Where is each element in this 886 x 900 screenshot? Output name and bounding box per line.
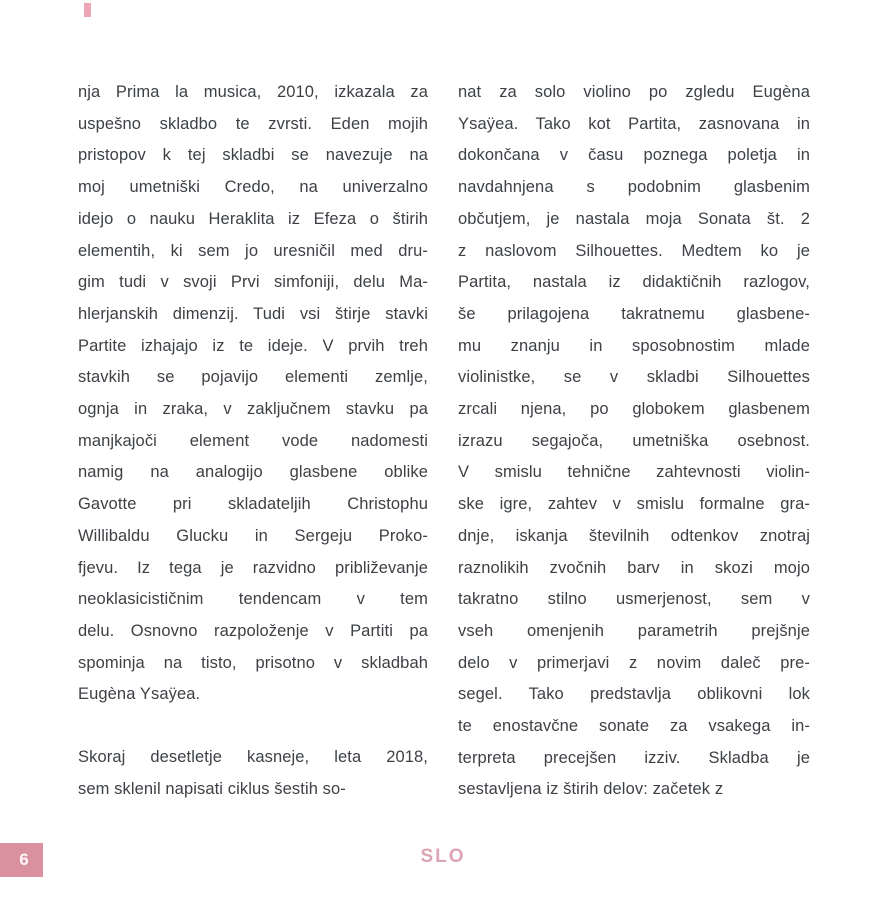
text-line: hlerjanskih dimenzij. Tudi vsi štirje stavki bbox=[78, 304, 428, 323]
text-line: zrcali njena, po globokem glasbenem bbox=[458, 400, 810, 419]
text-column-left bbox=[78, 77, 428, 805]
text-line: terpreta precejšen izziv. Skladba je bbox=[458, 748, 810, 767]
text-line: neoklasicističnim tendencam v tem bbox=[78, 590, 428, 609]
text-line: violinistke, se v skladbi Silhouettes bbox=[458, 368, 810, 387]
text-line: dnje, iskanja številnih odtenkov znotraj bbox=[458, 526, 810, 545]
text-line: navdahnjena s podobnim glasbenim bbox=[458, 178, 810, 197]
text-line: Ysaÿea. Tako kot Partita, zasnovana in bbox=[458, 114, 810, 133]
text-line: nat za solo violino po zgledu Eugèna bbox=[458, 83, 810, 101]
text-line: raznolikih zvočnih barv in skozi mojo bbox=[458, 558, 810, 577]
text-line: Partite izhajajo iz te ideje. V prvih treh bbox=[78, 336, 428, 355]
text-line: segel. Tako predstavlja oblikovni lok bbox=[458, 685, 810, 704]
text-line: stavkih se pojavijo elementi zemlje, bbox=[78, 368, 428, 387]
text-line: nja Prima la musica, 2010, izkazala za bbox=[78, 83, 428, 101]
paragraph bbox=[78, 77, 428, 711]
text-line: Gavotte pri skladateljih Christophu bbox=[78, 495, 428, 514]
text-line: idejo o nauku Heraklita iz Efeza o štirih bbox=[78, 209, 428, 228]
corner-mark bbox=[84, 3, 91, 17]
text-line: delo v primerjavi z novim daleč pre- bbox=[458, 653, 810, 672]
text-column-right bbox=[458, 77, 810, 806]
text-line: delu. Osnovno razpoloženje v Partiti pa bbox=[78, 621, 428, 640]
text-line: Eugèna Ysaÿea. bbox=[78, 685, 201, 704]
text-line: manjkajoči element vode nadomesti bbox=[78, 431, 428, 450]
text-line: sem sklenil napisati ciklus šestih so- bbox=[78, 779, 346, 798]
text-line: uspešno skladbo te zvrsti. Eden mojih bbox=[78, 114, 428, 133]
text-line: elementih, ki sem jo uresničil med dru- bbox=[78, 241, 428, 260]
text-line: dokončana v času poznega poletja in bbox=[458, 146, 810, 165]
text-line: gim tudi v svoji Prvi simfoniji, delu Ma- bbox=[78, 273, 428, 292]
text-line: sestavljena iz štirih delov: začetek z bbox=[458, 780, 724, 799]
paragraph bbox=[458, 77, 810, 806]
text-line: ske igre, zahtev v smislu formalne gra- bbox=[458, 495, 810, 514]
text-line: Willibaldu Glucku in Sergeju Proko- bbox=[78, 526, 428, 545]
text-line: spominja na tisto, prisotno v skladbah bbox=[78, 653, 428, 672]
text-line: pristopov k tej skladbi se navezuje na bbox=[78, 146, 428, 165]
text-line: izrazu segajoča, umetniška osebnost. bbox=[458, 431, 810, 450]
text-line: ognja in zraka, v zaključnem stavku pa bbox=[78, 400, 428, 419]
paragraph bbox=[78, 742, 428, 805]
text-line: z naslovom Silhouettes. Medtem ko je bbox=[458, 241, 810, 260]
language-label: SLO bbox=[420, 846, 466, 867]
text-line: Skoraj desetletje kasneje, leta 2018, bbox=[78, 748, 428, 767]
text-line: fjevu. Iz tega je razvidno približevanje bbox=[78, 558, 428, 577]
text-line: namig na analogijo glasbene oblike bbox=[78, 463, 428, 482]
text-line: moj umetniški Credo, na univerzalno bbox=[78, 178, 428, 197]
text-line: vseh omenjenih parametrih prejšnje bbox=[458, 621, 810, 640]
text-line: Partita, nastala iz didaktičnih razlogov, bbox=[458, 273, 810, 292]
text-line: še prilagojena takratnemu glasbene- bbox=[458, 304, 810, 323]
text-line: občutjem, je nastala moja Sonata št. 2 bbox=[458, 209, 810, 228]
text-line: mu znanju in sposobnostim mlade bbox=[458, 336, 810, 355]
text-line: te enostavčne sonate za vsakega in- bbox=[458, 717, 810, 736]
page-number: 6 bbox=[19, 850, 29, 869]
text-line: V smislu tehnične zahtevnosti violin- bbox=[458, 463, 810, 482]
text-line: takratno stilno usmerjenost, sem v bbox=[458, 590, 810, 609]
